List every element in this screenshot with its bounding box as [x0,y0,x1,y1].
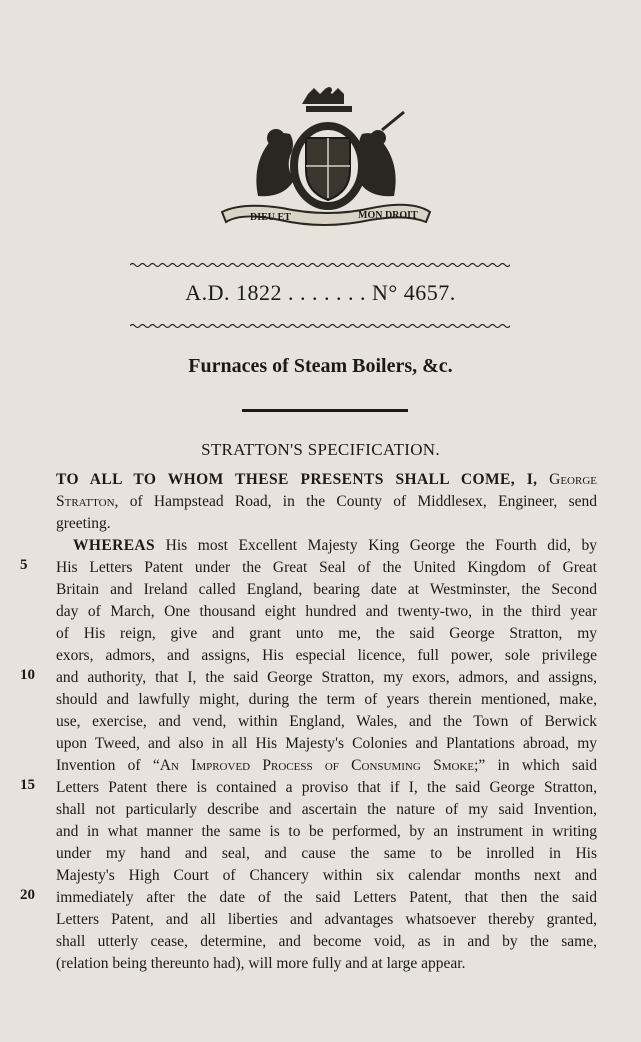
specification-body [56,469,597,975]
text-line: should and lawfully might, during the term of years therein mentioned, make, [56,691,597,708]
patent-header [0,280,641,306]
royal-coat-of-arms [218,86,434,226]
text-line: Britain and Ireland called England, bearing date at Westminster, the Second [56,581,597,598]
line-number: 10 [20,667,35,683]
text-line: Invention of “An Improved Process of Consuming Smoke;” in which said [56,757,598,774]
text-line: of His reign, give and grant unto me, the said George Stratton, my [56,625,597,642]
text-line: day of March, One thousand eight hundred and twenty-two, in the third year [56,603,597,620]
text-line: (relation being thereunto had), will more fully and at large appear. [56,955,466,972]
line-number: 5 [20,557,28,573]
patent-year: A.D. 1822 [185,280,283,305]
text-line: and in what manner the same is to be performed, by an instrument in writing [56,823,597,840]
header-dots: . . . . . . . [282,280,373,305]
divider-rule [242,409,408,412]
patent-number: N° 4657. [372,280,456,305]
text-line: upon Tweed, and also in all His Majesty's Colonies and Plantations abroad, my [56,735,597,752]
wavy-rule-bottom [130,323,510,329]
motto-right: MON DROIT [358,210,418,221]
text-line: use, exercise, and vend, within England, Wales, and the Town of Berwick [56,713,597,730]
text-line: Stratton, of Hampstead Road, in the County of Middlesex, Engineer, send [56,493,597,510]
text-line: His Letters Patent under the Great Seal of the United Kingdom of Great [56,559,597,576]
text-line: Majesty's High Court of Chancery within six calendar months next and [56,867,597,884]
text-line: shall not particularly describe and ascertain the nature of my said Invention, [56,801,597,818]
text-line: greeting. [56,515,111,532]
text-line: under my hand and seal, and cause the same to be inrolled in His [56,845,597,862]
specification-title: STRATTON'S SPECIFICATION. [201,440,440,459]
patent-subject: Furnaces of Steam Boilers, &c. [188,355,453,377]
wavy-rule-top [130,262,510,268]
text-line: TO ALL TO WHOM THESE PRESENTS SHALL COME, I, George [56,471,597,488]
text-line: WHEREAS His most Excellent Majesty King George the Fourth did, by [73,537,597,554]
motto-left: DIEU ET [250,212,291,223]
text-line: Letters Patent there is contained a proviso that if I, the said George Stratton, [56,779,597,796]
line-number: 15 [20,777,35,793]
text-line: shall utterly cease, determine, and become void, as in and by the same, [56,933,597,950]
text-line: and authority, that I, the said George Stratton, my exors, admors, and assigns, [56,669,597,686]
text-line: exors, admors, and assigns, His especial licence, full power, sole privilege [56,647,597,664]
text-line: Letters Patent, and all liberties and advantages whatsoever thereby granted, [56,911,597,928]
text-line: immediately after the date of the said Letters Patent, that then the said [56,889,597,906]
line-number: 20 [20,887,35,903]
